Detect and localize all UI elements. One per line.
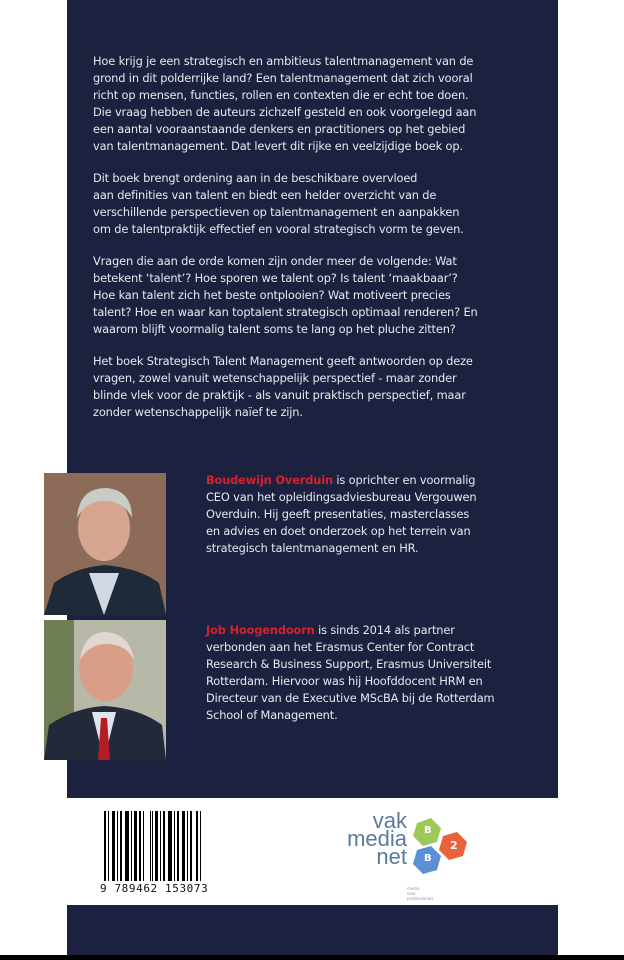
bottom-edge [0,955,624,960]
author-bio-job: Job Hoogendoorn is sinds 2014 als partner verbonden aan het Erasmus Center for Contract Research & Business Support, Erasmus Universiteit Rotterdam. Hiervoor was hij Hoofddocent HRM en Directeur van de Executive MScBA bij de Rotterdam School of Management. [206,623,495,722]
isbn-number: 9 789462 153073 [100,882,209,895]
publisher-logo: vak media net B 2 B media voor professionals [345,808,485,903]
blurb-paragraph-2: Dit boek brengt ordening aan in de beschikbare overvloed aan definities van talent en biedt een helder overzicht van de verschillende perspectieven op talentmanagement en aanpakken om de talentpraktijk effectief en vooral strategisch vorm te geven. [93,171,464,236]
author-bio-boudewijn: Boudewijn Overduin is oprichter en voormalig CEO van het opleidingsadviesbureau Vergouwen Overduin. Hij geeft presentaties, masterclasses en advies en doet onderzoek op het terrein van strategisch talentmanagement en HR. [206,473,477,555]
bottom-band [67,905,558,955]
author-photo-boudewijn [44,473,166,615]
blurb-paragraph-4: Het boek Strategisch Talent Management geeft antwoorden op deze vragen, zowel vanuit wetenschappelijk perspectief - maar zonder blinde vlek voor de praktijk - als vanuit praktisch perspectief, maar zonder wetenschappelijk naïef te zijn. [93,354,473,419]
author-name: Job Hoogendoorn [206,623,315,637]
author-name: Boudewijn Overduin [206,473,333,487]
logo-tagline: media voor professionals [407,886,434,901]
blurb-paragraph-1: Hoe krijg je een strategisch en ambitieus talentmanagement van de grond in dit polderrijke land? Een talentmanagement dat zich vooral richt op mensen, functies, rollen en contexten die er echt toe doen. Die vraag hebben de auteurs zichzelf gesteld en ook voorgelegd aan een aantal vooraanstaande denkers en practitioners op het gebied van talentmanagement. Dat levert dit rijke en veelzijdige boek op. [93,54,477,153]
barcode [104,811,202,881]
b2b-hexagons-icon [407,818,487,888]
blurb-paragraph-3: Vragen die aan de orde komen zijn onder meer de volgende: Wat betekent ‘talent’? Hoe sporen we talent op? Is talent ‘maakbaar’? Hoe kan talent zich het beste ontplooien? Wat motiveert precies talent? Hoe en waar kan toptalent strategisch optimaal renderen? En waarom blijft voormalig talent soms te lang op het pluche zitten? [93,254,478,336]
author-photo-job [44,620,166,760]
